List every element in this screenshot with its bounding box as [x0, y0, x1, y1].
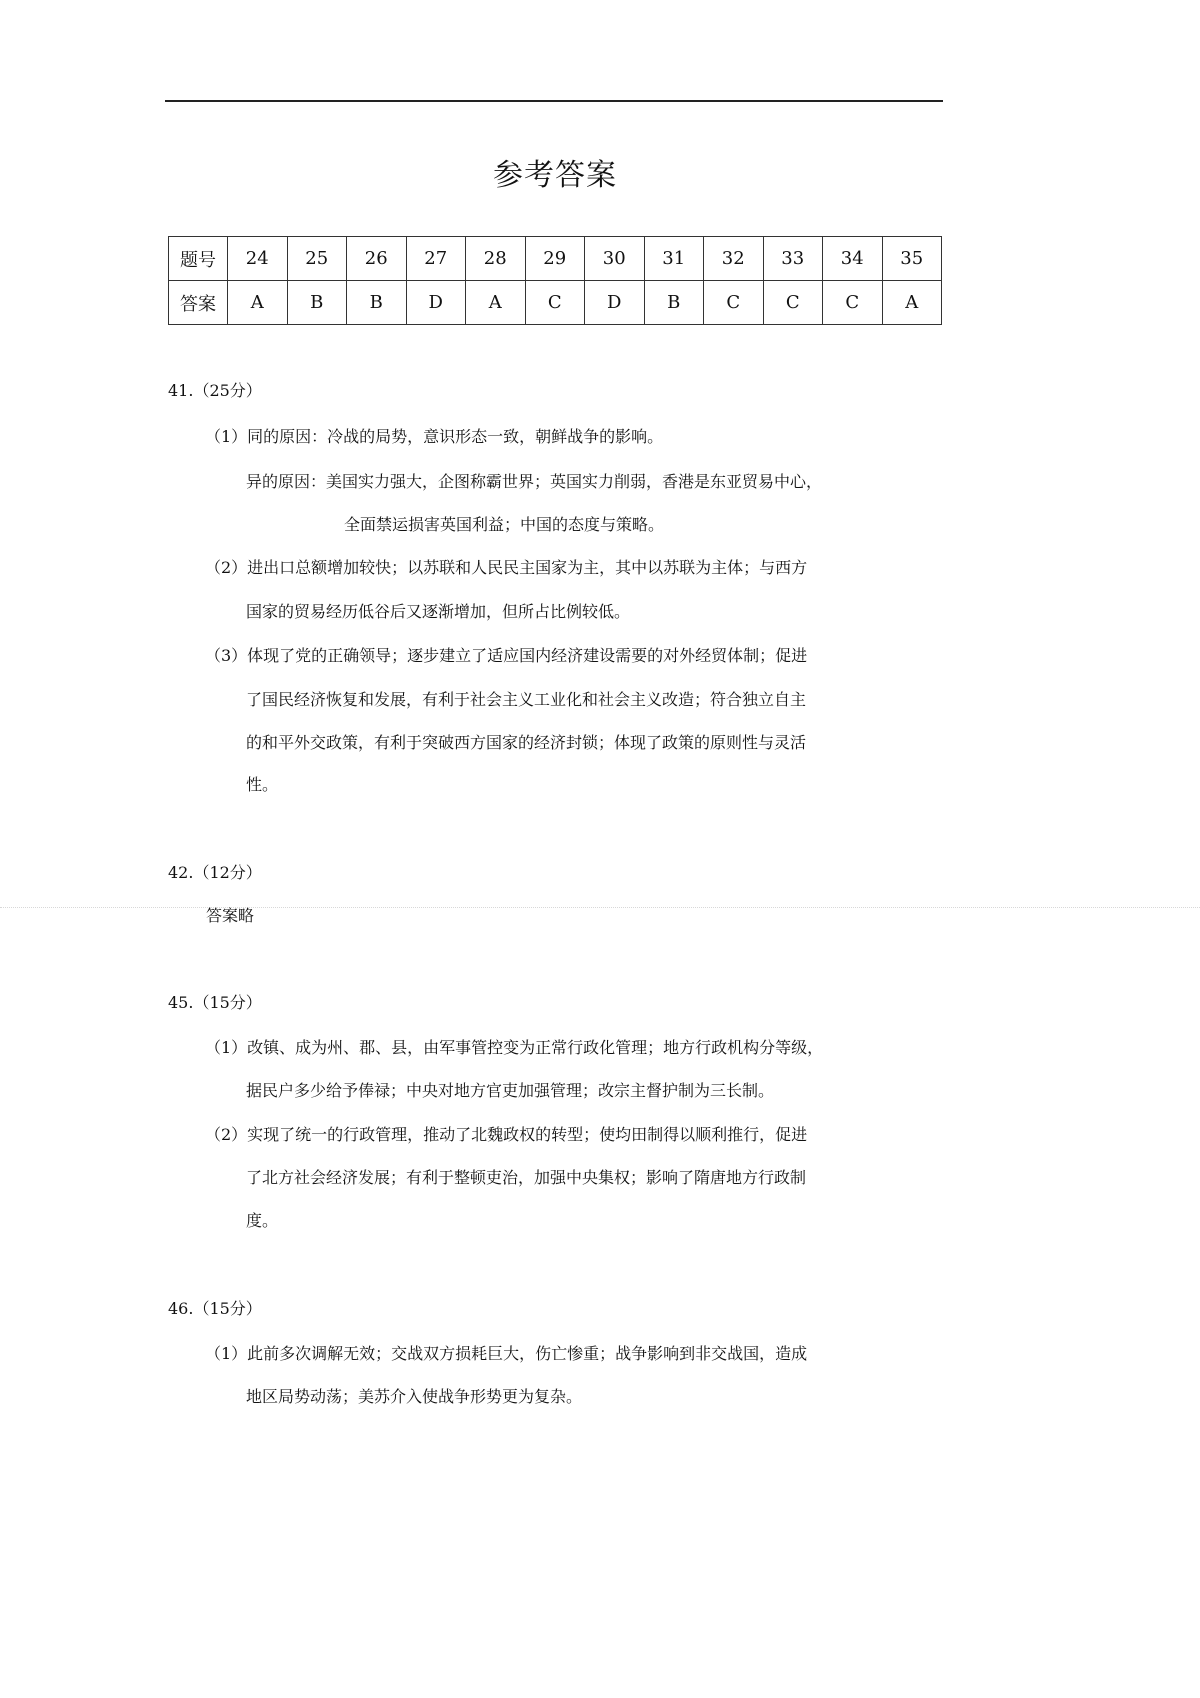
answer-cell: D [406, 281, 466, 325]
question-number: 26 [347, 237, 407, 281]
question-number: 35 [882, 237, 942, 281]
table-row-numbers [169, 237, 942, 281]
answer-cell: A [882, 281, 942, 325]
answer-cell: A [228, 281, 288, 325]
answer-line: 异的原因：美国实力强大，企图称霸世界；英国实力削弱，香港是东亚贸易中心， [246, 472, 823, 491]
answer-line: （3）体现了党的正确领导；逐步建立了适应国内经济建设需要的对外经贸体制；促进 [205, 646, 808, 665]
row-label: 答案 [169, 281, 228, 325]
question-number: 29 [525, 237, 585, 281]
answer-cell: C [525, 281, 585, 325]
answer-line: 地区局势动荡；美苏介入使战争形势更为复杂。 [246, 1387, 583, 1406]
question-heading: 46.（15分） [168, 1299, 262, 1318]
answer-table [168, 236, 942, 325]
answer-cell: B [347, 281, 407, 325]
answer-line: 性。 [246, 775, 279, 794]
question-number: 34 [823, 237, 883, 281]
answer-line: 了国民经济恢复和发展，有利于社会主义工业化和社会主义改造；符合独立自主 [246, 690, 807, 709]
question-number: 28 [466, 237, 526, 281]
question-number: 27 [406, 237, 466, 281]
question-heading: 42.（12分） [168, 863, 262, 882]
answer-line: 答案略 [206, 906, 255, 925]
answer-line: （1）此前多次调解无效；交战双方损耗巨大，伤亡惨重；战争影响到非交战国，造成 [205, 1344, 808, 1363]
answer-line: 据民户多少给予俸禄；中央对地方官吏加强管理；改宗主督护制为三长制。 [246, 1081, 775, 1100]
answer-line: （1）同的原因：冷战的局势，意识形态一致，朝鲜战争的影响。 [205, 427, 664, 446]
header-rule [165, 100, 943, 102]
answer-line: 度。 [246, 1211, 279, 1230]
page-title: 参考答案 [493, 158, 617, 193]
question-number: 31 [644, 237, 704, 281]
answer-line: （2）进出口总额增加较快；以苏联和人民民主国家为主，其中以苏联为主体；与西方 [205, 558, 808, 577]
answer-line: （1）改镇、成为州、郡、县，由军事管控变为正常行政化管理；地方行政机构分等级， [205, 1038, 824, 1057]
answer-line: （2）实现了统一的行政管理，推动了北魏政权的转型；使均田制得以顺利推行，促进 [205, 1125, 808, 1144]
table-row-answers [169, 281, 942, 325]
page-break-divider [0, 907, 1200, 908]
answer-line: 国家的贸易经历低谷后又逐渐增加，但所占比例较低。 [246, 602, 631, 621]
question-number: 24 [228, 237, 288, 281]
answer-line: 全面禁运损害英国利益；中国的态度与策略。 [344, 515, 665, 534]
answer-line: 的和平外交政策，有利于突破西方国家的经济封锁；体现了政策的原则性与灵活 [246, 733, 807, 752]
answer-cell: C [704, 281, 764, 325]
answer-line: 了北方社会经济发展；有利于整顿吏治，加强中央集权；影响了隋唐地方行政制 [246, 1168, 807, 1187]
answer-cell: D [585, 281, 645, 325]
answer-cell: A [466, 281, 526, 325]
row-label: 题号 [169, 237, 228, 281]
question-number: 32 [704, 237, 764, 281]
question-number: 33 [763, 237, 823, 281]
question-heading: 45.（15分） [168, 993, 262, 1012]
answer-cell: B [644, 281, 704, 325]
answer-cell: B [287, 281, 347, 325]
answer-cell: C [763, 281, 823, 325]
question-heading: 41.（25分） [168, 381, 262, 400]
question-number: 30 [585, 237, 645, 281]
question-number: 25 [287, 237, 347, 281]
answer-cell: C [823, 281, 883, 325]
